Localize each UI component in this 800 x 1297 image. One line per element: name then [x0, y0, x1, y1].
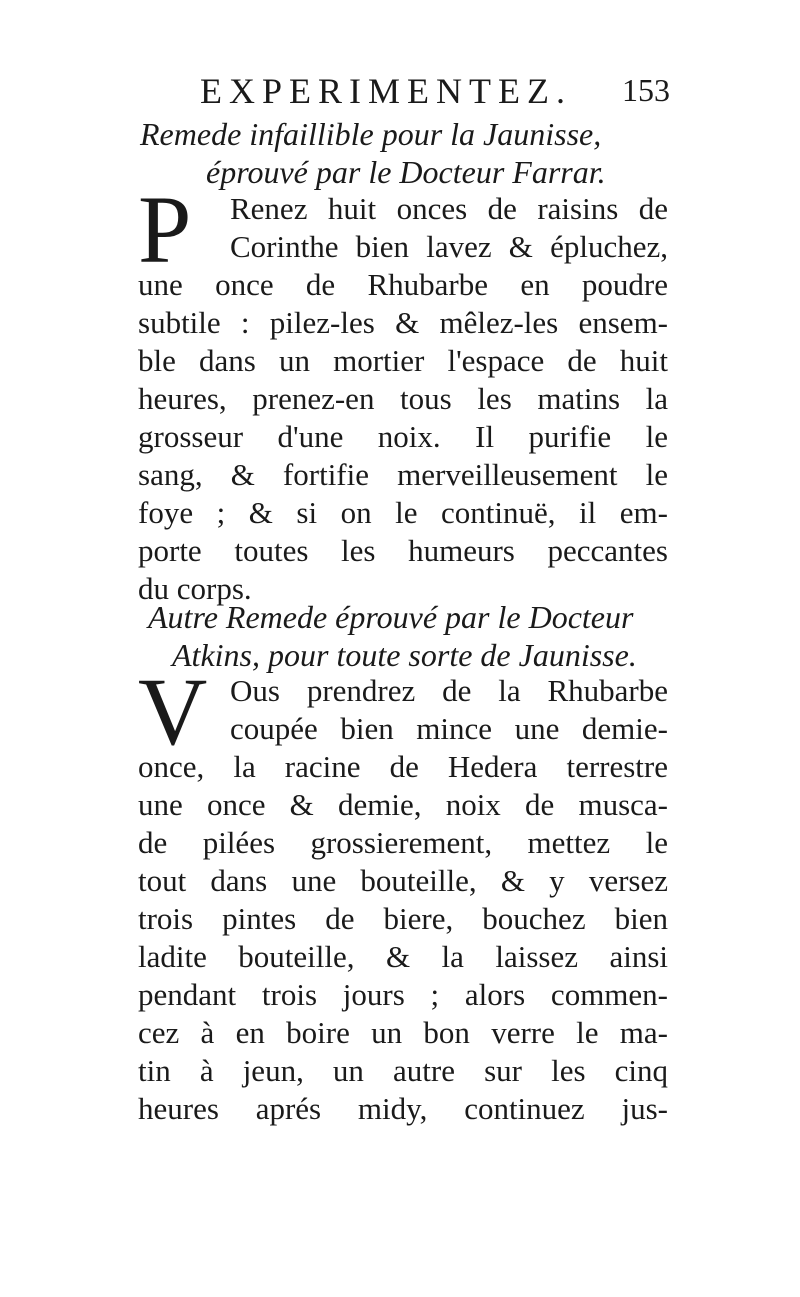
- remedy1-line: foye ; & si on le continuë, il em-: [138, 495, 668, 530]
- remedy1-title-line1: Remede infaillible pour la Jaunisse,: [140, 116, 602, 152]
- remedy1-dropcap: P: [138, 176, 192, 283]
- remedy2-line: Ous prendrez de la Rhubarbe: [230, 673, 668, 708]
- remedy2-dropcap: V: [138, 658, 208, 765]
- remedy2-line: once, la racine de Hedera terrestre: [138, 749, 668, 784]
- remedy2-line: pendant trois jours ; alors commen-: [138, 977, 668, 1012]
- page-number: 153: [622, 72, 670, 108]
- remedy2-line: tout dans une bouteille, & y versez: [138, 863, 668, 898]
- remedy2-body: [138, 658, 668, 1128]
- remedy2-title-line1: Autre Remede éprouvé par le Docteur: [148, 599, 634, 635]
- remedy1-line: porte toutes les humeurs peccantes: [138, 533, 668, 568]
- remedy2-line: coupée bien mince une demie-: [230, 711, 668, 746]
- remedy1-line: du corps.: [138, 571, 252, 606]
- running-title: EXPERIMENTEZ.: [200, 71, 572, 111]
- remedy1-line: sang, & fortifie merveilleusement le: [138, 457, 668, 492]
- remedy2-line: ladite bouteille, & la laissez ainsi: [138, 939, 668, 974]
- remedy2-line: une once & demie, noix de musca-: [138, 787, 668, 822]
- remedy2-line: trois pintes de biere, bouchez bien: [138, 901, 668, 936]
- remedy1-body: [138, 176, 668, 608]
- remedy1-line: subtile : pilez-les & mêlez-les ensem-: [138, 305, 668, 340]
- remedy2-line: heures aprés midy, continuez jus-: [138, 1091, 668, 1126]
- remedy2-line: de pilées grossierement, mettez le: [138, 825, 668, 860]
- remedy1-line: une once de Rhubarbe en poudre: [138, 267, 668, 302]
- remedy2-title-line2: Atkins, pour toute sorte de Jaunisse.: [172, 637, 637, 673]
- remedy2-line: cez à en boire un bon verre le ma-: [138, 1015, 668, 1050]
- remedy1-title-line2: éprouvé par le Docteur Farrar.: [206, 154, 606, 190]
- remedy1-line: Corinthe bien lavez & épluchez,: [230, 229, 668, 264]
- page-header: [200, 70, 670, 120]
- remedy1-line: heures, prenez-en tous les matins la: [138, 381, 668, 416]
- remedy1-line: grosseur d'une noix. Il purifie le: [138, 419, 668, 454]
- remedy2-line: tin à jeun, un autre sur les cinq: [138, 1053, 668, 1088]
- remedy1-line: Renez huit onces de raisins de: [230, 191, 668, 226]
- remedy1-line: ble dans un mortier l'espace de huit: [138, 343, 668, 378]
